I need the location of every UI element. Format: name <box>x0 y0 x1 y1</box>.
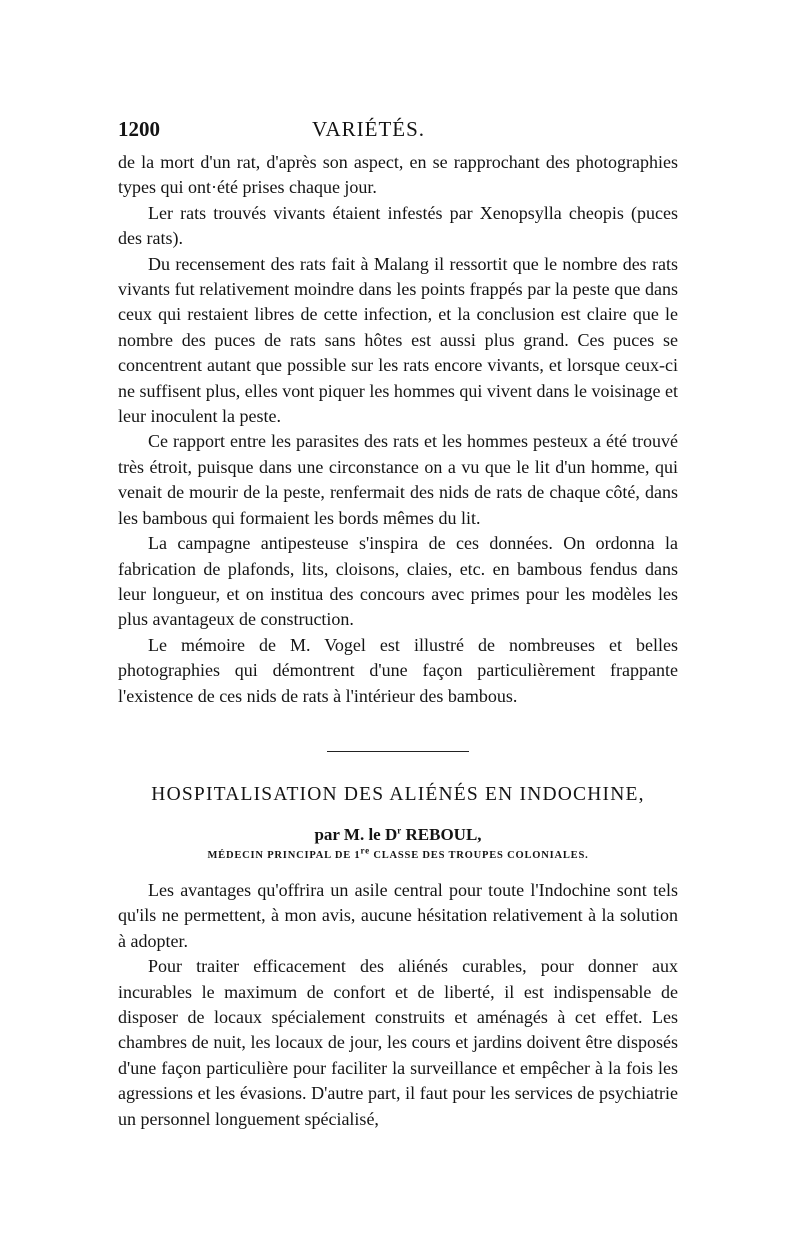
article-byline <box>118 824 678 846</box>
article-title: HOSPITALISATION DES ALIÉNÉS EN INDOCHINE, <box>151 783 645 805</box>
page-header <box>118 117 678 147</box>
page-number: 1200 <box>118 117 160 141</box>
byline-author: REBOUL, <box>401 824 482 844</box>
credentials-prefix: MÉDECIN PRINCIPAL DE 1 <box>207 849 361 861</box>
paragraph: de la mort d'un rat, d'après son aspect, en se rapprochant des photographies types qui ont·été prises chaque jour. <box>118 152 678 198</box>
paragraph: Du recensement des rats fait à Malang il ressortit que le nombre des rats vivants fut relativement moindre dans les points frappés par la peste que dans ceux qui restaient libres de cette infection, et la conclusion est claire que le nombre des puces de rats sans hôtes est aussi plus grand. Ces puces se concentrent autant que possible sur les rats encore vivants, et lorsque ceux-ci ne suffisent plus, elles vont piquer les hommes qui vivent dans le voisinage et leur inoculent la peste. <box>118 253 678 427</box>
paragraph: Ler rats trouvés vivants étaient infestés par Xenopsylla cheopis (puces des rats). <box>118 202 678 249</box>
byline-superscript: r <box>397 825 402 836</box>
paragraph: Le mémoire de M. Vogel est illustré de nombreuses et belles photographies qui démontrent d'une façon particulièrement frappante l'existence de ces nids de rats à l'intérieur des bambous. <box>118 634 678 706</box>
paragraph: Ce rapport entre les parasites des rats et les hommes pesteux a été trouvé très étroit, puisque dans une circonstance on a vu que le lit d'un homme, qui venait de mourir de la peste, renfermait des nids de rats de chaque côté, dans les bambous qui formaient les bords mêmes du lit. <box>118 431 678 528</box>
running-head: VARIÉTÉS. <box>312 117 426 141</box>
credentials-superscript: re <box>360 845 370 856</box>
paragraph: Pour traiter efficacement des aliénés curables, pour donner aux incurables le maximum de confort et de liberté, il est indispensable de disposer de locaux spécialement construits et aménagés à cet effet. Les chambres de nuit, les locaux de jour, les cours et jardins doivent être disposés d'une façon particulière pour faciliter la surveillance et empêcher à la fois les agressions et les évasions. D'autre part, il faut pour les services de psychiatrie un personnel longuement spécialisé, <box>118 956 678 1129</box>
paragraph: Les avantages qu'offrira un asile central pour toute l'Indochine sont tels qu'ils ne permettent, à mon avis, aucune hésitation relativement à la solution à adopter. <box>118 879 678 951</box>
byline-prefix: par M. le D <box>314 824 398 844</box>
article-body <box>118 878 678 1132</box>
credentials-suffix: CLASSE DES TROUPES COLONIALES. <box>369 849 589 861</box>
section-divider <box>327 751 469 752</box>
page-body <box>118 150 678 1132</box>
author-credentials <box>118 845 678 864</box>
paragraph: La campagne antipesteuse s'inspira de ces données. On ordonna la fabrication de plafonds, lits, cloisons, claies, etc. en bambous fendus dans leur longueur, et on institua des concours avec primes pour les modèles les plus avantageux de construction. <box>118 533 678 630</box>
